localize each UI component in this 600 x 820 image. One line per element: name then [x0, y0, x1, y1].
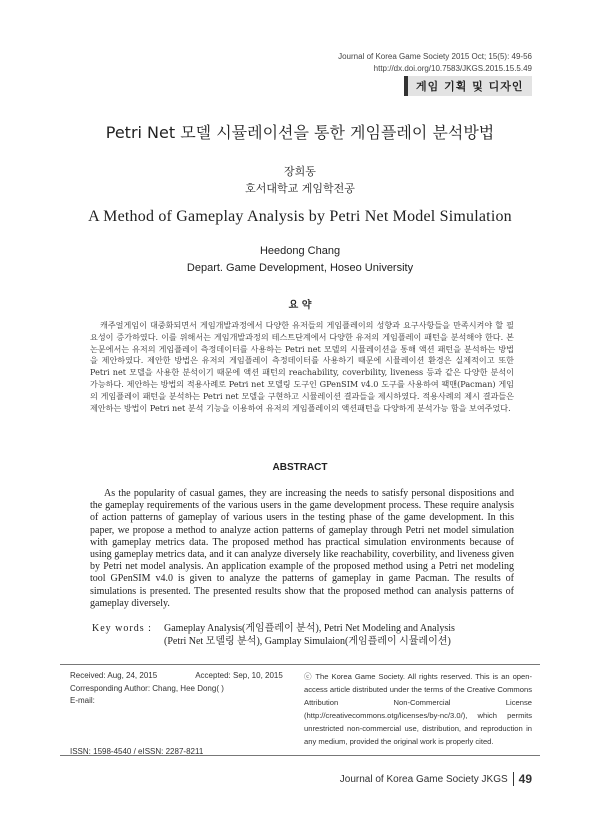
section-tag: [404, 76, 532, 96]
page-footer: [340, 772, 532, 786]
section-tag-label: 게임 기획 및 디자인: [416, 80, 524, 93]
journal-reference: Journal of Korea Game Society 2015 Oct; 15(5): 49-56: [338, 52, 532, 61]
affiliation-english: Depart. Game Development, Hoseo University: [186, 262, 414, 274]
page-number: 49: [518, 772, 532, 786]
author-korean: 장희동: [284, 165, 316, 178]
paper-title-korean: Petri Net 모델 시뮬레이션을 통한 게임플레이 분석방법: [105, 123, 495, 142]
corresponding-author: Corresponding Author: Chang, Hee Dong( ): [70, 683, 224, 693]
keywords-label: Key words :: [92, 623, 152, 634]
abstract-korean-body: 캐주얼게임이 대중화되면서 게임개발과정에서 다양한 유저들의 게임플레이의 성향과 요구사항들을 만족시켜야 할 필요성이 증가하였다. 이를 위해서는 게임개발과정의 테스트단계에서 다양한 유저의 게임플레이 패턴을 분석해야 한다. 본 논문에서는 유저의 게임플레이 측정데이터를 사용하는 Petri net 모델의 시뮬레이션을 통해 액션 패턴을 분석하는 방법을 제안하였다. 제안한 방법은 유저의 게임플레이 측정데이터를 사용하기 때문에 시뮬레이션 환경은 실제적이고 또한 Petri net 모델을 사용한 분석이기 때문에 액션 패턴의 reachability, coverbility, liveness 등과 같은 다양한 분석이 가능하다. 제안하는 방법의 적용사례로 Petri net 모델링 도구인 GPenSIM v4.0 도구를 사용하여 팩맨(Pacman) 게임의 게임플레이 패턴을 분석하는 Petri net 모델을 구현하고 시뮬레이션 결과들을 제시하였다. 적용사례의 제시 결과들은 제안하는 방법이 Petri net 분석 기능을 이용하여 유저의 게임플레이의 액션패턴을 다양하게 분석가능 함을 보여주었다.: [90, 320, 514, 413]
keywords-block: [92, 622, 532, 648]
license-notice: ⓒ The Korea Game Society. All rights reserved. This is an open-access article distributed under the terms of the Creative Commons Attribution Non-Commercial License (http://creativecommons.otg/licenses/by-nc/3.0/), which permits unrestricted non-commercial use, distribution, and reproduction in any medium, provided the original work is properly cited.: [304, 672, 532, 746]
keywords-line-1: Gameplay Analysis(게임플레이 분석), Petri Net Modeling and Analysis: [164, 623, 455, 634]
abstract-english-heading: ABSTRACT: [272, 462, 328, 473]
doi-link[interactable]: http://dx.doi.org/10.7583/JKGS.2015.15.5.49: [373, 64, 532, 73]
email-label: E-mail:: [70, 696, 95, 706]
issn: ISSN: 1598-4540 / eISSN: 2287-8211: [70, 746, 204, 756]
affiliation-korean: 호서대학교 게임학전공: [245, 182, 355, 195]
abstract-korean-heading: 요 약: [288, 300, 312, 311]
received-date: Received: Aug, 24, 2015: [70, 671, 158, 680]
author-english: Heedong Chang: [259, 245, 341, 257]
footer-journal-name: Journal of Korea Game Society JKGS: [339, 773, 508, 785]
footer-separator: [513, 772, 514, 786]
section-tag-bar: [404, 76, 408, 96]
paper-title-english: A Method of Gameplay Analysis by Petri Net Model Simulation: [88, 208, 512, 225]
keywords-line-2: (Petri Net 모델링 분석), Gamplay Simulaion(게임플레이 시뮬레이션): [164, 636, 451, 647]
footnote-left: [70, 670, 295, 758]
accepted-date: Accepted: Sep, 10, 2015: [195, 671, 283, 680]
abstract-english-body: As the popularity of casual games, they are increasing the needs to satisfy personal dispositions and the gameplay requirements of the various users in the game development process. These require analysis of action patterns of gameplay of various users in the testing phase of the game development. In this paper, we propose a method to analyze action patterns of gameplay through Petri net model simulation with gameplay metrics data. The proposed method has practical simulation environments because of using gameplay metrics data, and it can analyze diversely like reachability, coverbility, and liveness given by Petri net model analysis. An application example of the proposed method using a Petri net modeling tool GPenSIM v4.0 is given to analyze the patterns of gameplay in game Pacman. The results of simulations is presented. The presented results show that the proposed method can analysis patterns of gameplay diversely.: [90, 488, 514, 609]
